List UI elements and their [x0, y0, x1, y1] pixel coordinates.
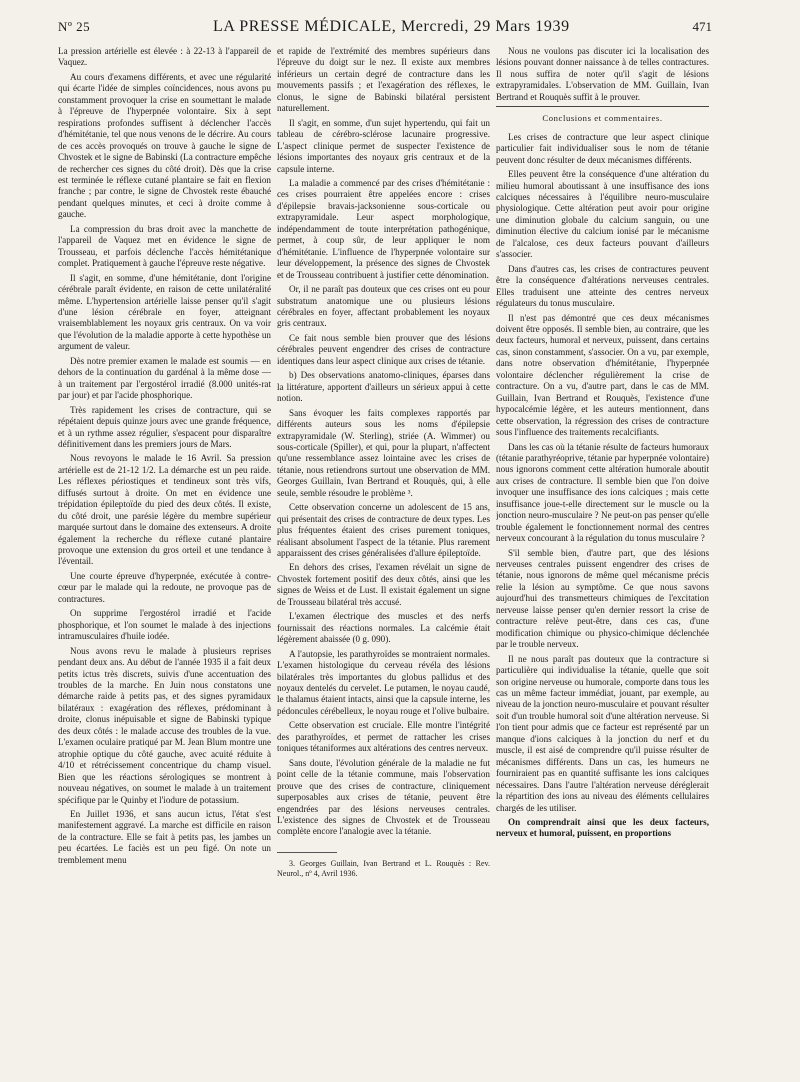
paragraph: et rapide de l'extrémité des membres supérieurs dans l'épreuve du doigt sur le nez. Il existe aux membres inférieurs un certain degré de contracture dans les mouvements passifs ; et l'exagération des réflexes, le clonus, le signe de Babinski bilatéral persistent naturellement. [277, 46, 490, 114]
paragraph: b) Des observations anatomo-cliniques, éparses dans la littérature, apportent d'ailleurs un sérieux appui à cette notion. [277, 370, 490, 404]
article-columns [58, 46, 710, 1072]
paragraph: La maladie a commencé par des crises d'hémitétanie : ces crises pourraient être appelées encore : crises d'épilepsie bravais-jacksonienne sous-corticale ou extrapyramidale. Leur aspect morphologique, indépendamment de toute interprétation pathogénique, permet, à coup sûr, de leur appliquer le nom d'hémitétanie. L'influence de l'hyperpnée volontaire sur leur développement, la présence des signes de Chvostek et de Trousseau contribuent à justifier cette dénomination. [277, 177, 490, 280]
paragraph: En dehors des crises, l'examen révélait un signe de Chvostek fortement positif des deux côtés, ainsi que les signes de Weiss et de Lust. Il existait également un signe de Trousseau bilatéral très accusé. [277, 562, 490, 607]
paragraph: Nous ne voulons pas discuter ici la localisation des lésions pouvant donner naissance à de telles contractures. Il nous suffira de noter qu'il s'agit de lésions extrapyramidales. L'observation de MM. Guillain, Ivan Bertrand et Rouquès suffit à le prouver. [496, 46, 709, 102]
paragraph: Nous avons revu le malade à plusieurs reprises pendant deux ans. Au début de l'année 1935 il a fait deux petits ictus très discrets, suivis d'une accentuation des troubles de la marche. En Juin nous constatons une démarche raide à petits pas, et des signes pyramidaux bilatéraux : exagération des réflexes, prédominant à droite, clonus inépuisable et signe de Babinski typique des deux côtés : le malade accuse des troubles de la vue. L'examen oculaire pratiqué par M. Jean Blum montre une atrophie optique du côté gauche, avec acuité réduite à 4/10 et rétrécissement concentrique du champ visuel. Bien que les réactions sérologiques se montrent à nouveau négatives, on soumet le malade à un traitement spécifique par le Quinby et l'iodure de potassium. [58, 645, 271, 805]
paragraph: Dès notre premier examen le malade est soumis — en dehors de la continuation du gardénal à la même dose — à un traitement par l'ergostérol irradié (8.000 unités-rat par jour) et par l'acide phosphorique. [58, 355, 271, 401]
paragraph: Les crises de contracture que leur aspect clinique particulier fait individualiser sous le nom de tétanie peuvent donc résulter de deux mécanismes différents. [496, 131, 709, 165]
journal-title: LA PRESSE MÉDICALE, Mercredi, 29 Mars 1939 [212, 18, 570, 35]
page-header [58, 18, 712, 40]
paragraph: Sans évoquer les faits complexes rapportés par différents auteurs sous les noms d'épilepsie extrapyramidale (W. Sterling), striée (A. Wimmer) ou sous-corticale (Spiller), et qui, pour la plupart, n'affectent qu'une ressemblance assez lointaine avec les crises de tétanie, nous retiendrons surtout une observation de MM. Georges Guillain, Ivan Bertrand et Rouquès, qui, à elle seule, semble résoudre le problème ³. [277, 407, 490, 498]
paragraph: Sans doute, l'évolution générale de la maladie ne fut point celle de la tétanie commune, mais l'observation prouve que des crises de contracture, cliniquement superposables aux crises de tétanie, peuvent être engendrées par des lésions nerveuses centrales. L'existence des signes de Chvostek et de Trousseau complète encore l'analogie avec la tétanie. [277, 757, 490, 837]
paragraph: Il s'agit, en somme, d'une hémitétanie, dont l'origine cérébrale paraît évidente, en raison de cette unilatéralité même. L'hypertension artérielle laisse penser qu'il s'agit d'une lésion cérébrale en foyer, atteignant vraisemblablement les noyaux gris centraux. On va voir que l'évolution de la maladie apporte à cette hypothèse un argument de valeur. [58, 272, 271, 352]
paragraph: L'examen électrique des muscles et des nerfs fournissait des réactions normales. La calcémie était légèrement abaissée (0 g. 090). [277, 611, 490, 645]
paragraph: Dans les cas où la tétanie résulte de facteurs humoraux (tétanie parathyréoprive, tétanie par hyperpnée volontaire) nous ignorons comment cette altération humorale aboutit aux crises de contracture. Il semble bien que l'on doive invoquer une insuffisance des ions calciques ; mais cette insuffisance joue-t-elle directement sur le muscle ou la jonction neuro-musculaire ? Ne peut-on pas penser qu'elle trouble également le fonctionnement normal des centres nerveux concourant à la régulation du tonus musculaire ? [496, 441, 709, 544]
section-divider [496, 106, 709, 107]
paragraph: La compression du bras droit avec la manchette de l'appareil de Vaquez met en évidence le signe de Trousseau, et parfois déclenche l'accès hémitétanique complet. Pratiquement à gauche l'épreuve reste négative. [58, 223, 271, 269]
footnote: 3. Georges Guillain, Ivan Bertrand et L. Rouquès : Rev. Neurol., nº 4, Avril 1936. [277, 858, 490, 878]
paragraph: Très rapidement les crises de contracture, qui se répétaient depuis quinze jours avec une grande fréquence, et à un rythme assez régulier, s'espacent pour disparaître définitivement dans les premiers jours de Mars. [58, 404, 271, 449]
paragraph: Cette observation concerne un adolescent de 15 ans, qui présentait des crises de contracture de deux types. Les plus fréquentes étaient des crises purement toniques, réalisant absolument l'aspect de la tétanie. Plus rarement apparaissent des crises généralisées d'allure épileptoïde. [277, 502, 490, 559]
issue-number: Nº 25 [58, 19, 91, 34]
column-2 [277, 46, 490, 1072]
paragraph: En Juillet 1936, et sans aucun ictus, l'état s'est manifestement aggravé. La marche est difficile en raison de la contracture. Elle se fait à petits pas, les jambes un peu écartées. Le faciès est un peu figé. On note un tremblement menu [58, 809, 271, 865]
paragraph: A l'autopsie, les parathyroïdes se montraient normales. L'examen histologique du cerveau révéla des lésions bilatérales très importantes du globus pallidus et des noyaux dentelés du cervelet. Le putamen, le noyau caudé, le thalamus étaient intacts, ainsi que la capsule interne, les pédoncules cérébelleux, le noyau rouge et l'olive bulbaire. [277, 648, 490, 716]
paragraph: Elles peuvent être la conséquence d'une altération du milieu humoral aboutissant à une insuffisance des ions calciques nécessaires à l'équilibre neuro-musculaire physiologique. Cette altération peut avoir pour origine une diminution globale du calcium sanguin, ou une diminution élective du calcium ionisé par le mécanisme de l'alcalose, ces deux facteurs pouvant d'ailleurs s'associer. [496, 169, 709, 260]
column-3 [496, 46, 709, 1072]
page-number: 471 [692, 19, 712, 34]
paragraph: Or, il ne paraît pas douteux que ces crises ont eu pour substratum anatomique une ou plusieurs lésions cérébrales en foyer, affectant probablement les noyaux gris centraux. [277, 284, 490, 329]
paragraph: On supprime l'ergostérol irradié et l'acide phosphorique, et l'on soumet le malade à des injections intramusculaires d'huile iodée. [58, 608, 271, 642]
paragraph: Il ne nous paraît pas douteux que la contracture si particulière qui individualise la tétanie, quelle que soit son origine nerveuse ou humorale, comporte dans tous les cas un même facteur immédiat, jouant, par exemple, au niveau de la jonction neuro-musculaire et pouvant résulter soit d'un trouble humoral soit d'une altération nerveuse. Si l'on tient pour admis que ce facteur est représenté par un manque d'ions calciques à la jonction du nerf et du muscle, il est aisé de comprendre qu'il puisse résulter de mécanismes différents. Dans un cas, les humeurs ne fourniraient pas en quantité suffisante les ions calciques nécessaires. Dans l'autre l'altération nerveuse déréglerait la répartition des ions au niveau des éléments cellulaires chargés de les utiliser. [496, 653, 709, 813]
paragraph: Nous revoyons le malade le 16 Avril. Sa pression artérielle est de 21-12 1/2. La démarche est un peu raide. Les réflexes périostiques et tendineux sont très vifs, diffusés surtout à droite. On met en évidence une trépidation épileptoïde du pied des deux côtés. Il existe, du côté droit, une parésie légère du membre supérieur marquée surtout dans le domaine des extenseurs. A droite également la recherche du réflexe cutané plantaire provoque une extension du gros orteil et une tendance à l'éventail. [58, 453, 271, 567]
section-heading: Conclusions et commentaires. [542, 113, 663, 124]
paragraph: Ce fait nous semble bien prouver que des lésions cérébrales peuvent engendrer des crises de contracture identiques dans leur aspect clinique aux crises de tétanie. [277, 332, 490, 366]
paragraph: La pression artérielle est élevée : à 22-13 à l'appareil de Vaquez. [58, 46, 271, 68]
footnote-divider [277, 852, 337, 853]
column-1 [58, 46, 271, 1072]
paragraph: Une courte épreuve d'hyperpnée, exécutée à contre-cœur par le malade qui la redoute, ne provoque pas de contractures. [58, 570, 271, 604]
paragraph: Il s'agit, en somme, d'un sujet hypertendu, qui fait un tableau de cérébro-sclérose lacunaire progressive. L'aspect clinique permet de suspecter l'existence de lésions importantes des noyaux gris centraux et de la capsule interne. [277, 117, 490, 174]
paragraph: On comprendrait ainsi que les deux facteurs, nerveux et humoral, puissent, en proportions [496, 817, 709, 839]
paragraph: Dans d'autres cas, les crises de contractures peuvent être la conséquence d'altérations nerveuses centrales. Elles traduisent une atteinte des centres nerveux régulateurs du tonus musculaire. [496, 263, 709, 309]
paragraph: S'il semble bien, d'autre part, que des lésions nerveuses centrales puissent engendrer des crises de tétanie, nous ignorons de même quel mécanisme précis relie la lésion au symptôme. Ce que nous savons aujourd'hui des transmetteurs chimiques de l'excitation nerveuse laisse penser qu'en dernier ressort la crise de contracture relève peut-être, dans ces cas, d'une modification chimique ou physico-chimique déclenchée par le trouble nerveux. [496, 547, 709, 650]
paragraph: Cette observation est cruciale. Elle montre l'intégrité des parathyroïdes, et permet de rattacher les crises toniques tétaniformes aux altérations des centres nerveux. [277, 720, 490, 754]
paragraph: Au cours d'examens différents, et avec une régularité qui écarte l'idée de simples coïncidences, nous avons pu constamment provoquer la crise en soumettant le malade à l'épreuve de l'hyperpnée volontaire. Six à sept respirations profondes suffisent à déclencher l'accès d'hémitétanie, tel que nous venons de le décrire. Au cours de ces accès provoqués on trouve à gauche le signe de Chvostek et le signe de Babinski (La contracture empêche de rechercher ces signes du côté droit). Dès que la crise est terminée le réflexe cutané plantaire se fait en flexion franche ; par contre, le signe de Chvostek reste ébauché pendant quelques minutes, et ceci à droite comme à gauche. [58, 71, 271, 220]
paragraph: Il n'est pas démontré que ces deux mécanismes doivent être opposés. Il semble bien, au contraire, que les deux facteurs, humoral et nerveux, puissent, dans certains cas, sinon constamment, s'associer. On a vu, par exemple, dans notre observation d'hémitétanie, l'hyperpnée volontaire déclencher régulièrement la crise de contracture. On a vu, d'autre part, dans le cas de MM. Guillain, Ivan Bertrand et Rouquès, l'existence d'une hypocalcémie légère, et les auteurs mentionnent, dans cette observation, la régression des crises de contracture sous l'influence des traitements recalcifiants. [496, 312, 709, 438]
